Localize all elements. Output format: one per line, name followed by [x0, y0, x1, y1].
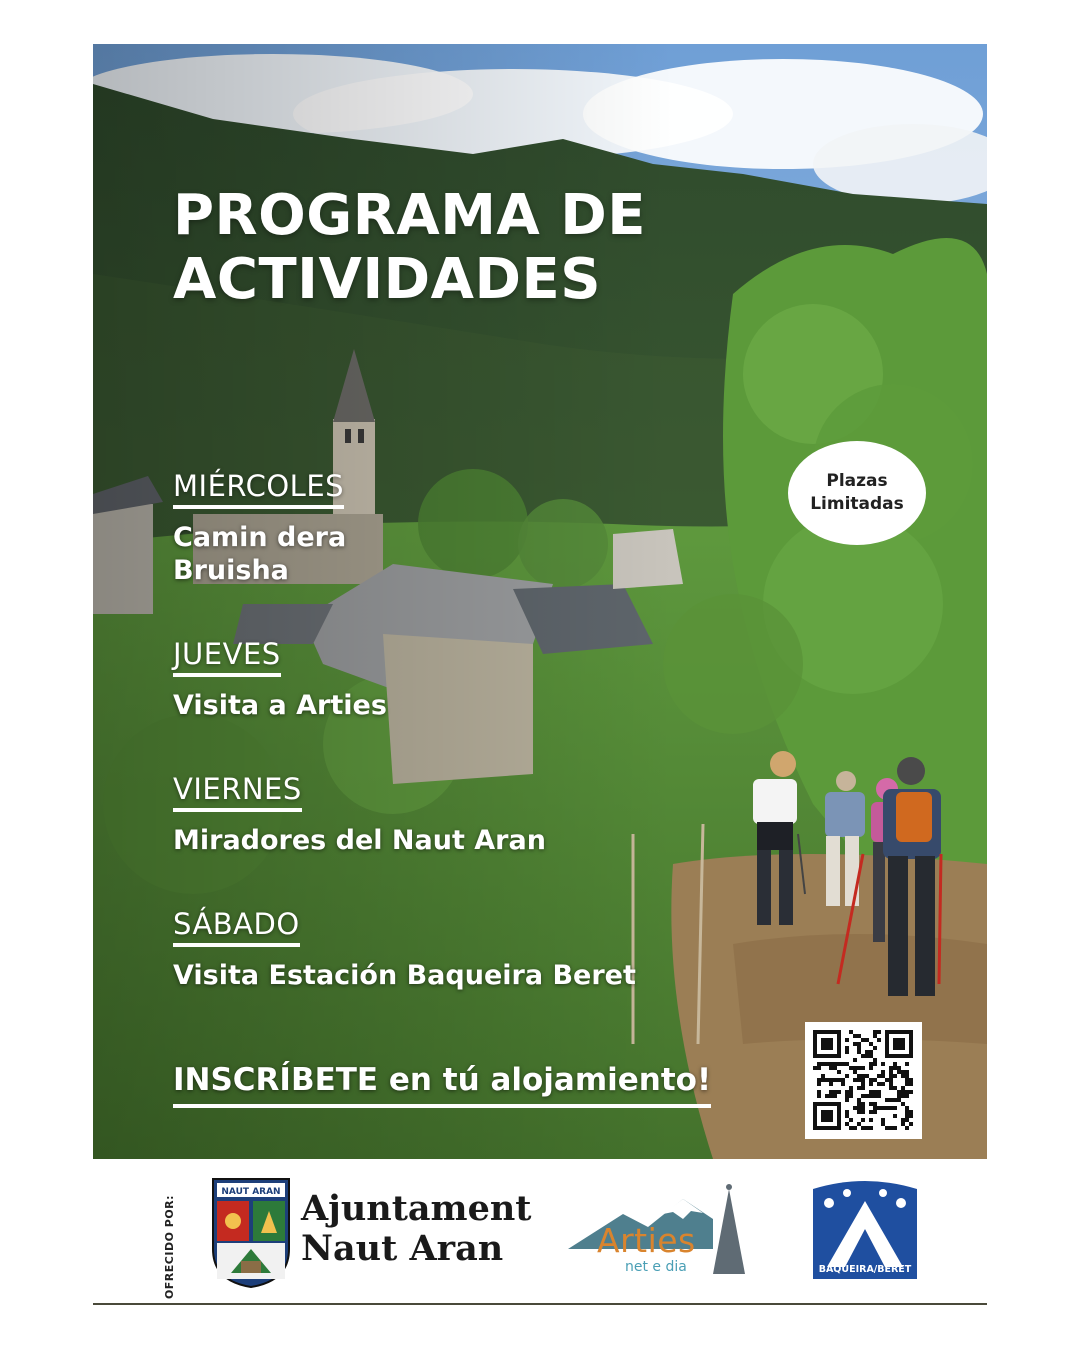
- bottom-divider: [93, 1303, 987, 1305]
- badge-line-2: Limitadas: [810, 494, 904, 514]
- schedule-item-friday: [173, 772, 546, 857]
- activity-line: Bruisha: [173, 555, 289, 586]
- ajuntament-line-1: Ajuntament: [301, 1188, 532, 1229]
- activity-name: Visita a Arties: [173, 690, 387, 721]
- baqueira-name: BAQUEIRA/BERET: [818, 1264, 912, 1275]
- ajuntament-crest-icon: [211, 1177, 291, 1289]
- day-name: SÁBADO: [173, 907, 300, 947]
- activity-name: [173, 521, 346, 587]
- title-line-2: ACTIVIDADES: [173, 247, 602, 312]
- badge-line-1: Plazas: [826, 471, 888, 491]
- activity-line: Camin dera: [173, 522, 347, 553]
- schedule-item-thursday: [173, 637, 387, 722]
- activity-name: Visita Estación Baqueira Beret: [173, 960, 636, 991]
- day-name: MIÉRCOLES: [173, 469, 344, 509]
- title-line-1: PROGRAMA DE: [173, 183, 646, 248]
- poster-photo: [93, 44, 987, 1159]
- arties-tagline: net e dia: [625, 1259, 687, 1275]
- signup-call-to-action: INSCRÍBETE en tú alojamiento!: [173, 1060, 711, 1108]
- day-name: VIERNES: [173, 772, 302, 812]
- limited-places-badge: [788, 441, 926, 545]
- ajuntament-line-2: Naut Aran: [301, 1228, 504, 1269]
- qr-code-graphic: [805, 1022, 922, 1139]
- sponsors-footer: [93, 1159, 987, 1305]
- ajuntament-name: [301, 1189, 531, 1269]
- page-title: [173, 184, 646, 312]
- arties-name: Arties: [597, 1221, 696, 1260]
- qr-code-icon[interactable]: [805, 1022, 922, 1139]
- day-name: JUEVES: [173, 637, 281, 677]
- schedule-item-saturday: [173, 907, 636, 992]
- crest-text: NAUT ARAN: [221, 1187, 281, 1197]
- schedule-item-wednesday: [173, 469, 346, 587]
- activity-name: Miradores del Naut Aran: [173, 825, 546, 856]
- offered-by-label: OFRECIDO POR:: [163, 1194, 176, 1300]
